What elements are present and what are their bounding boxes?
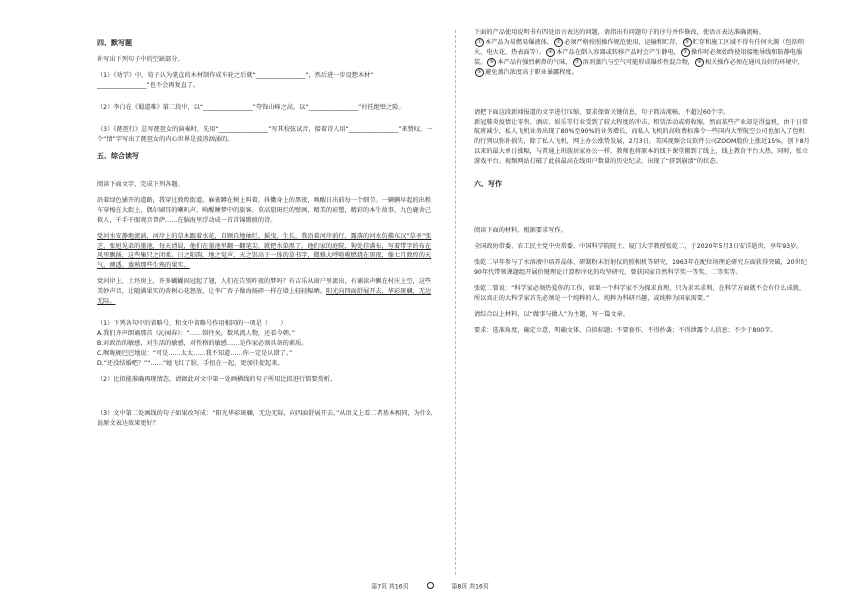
subquestion-1: （1）下列各句中的省略号，和文中省略号作用相同的一项是（ ） [97, 320, 287, 328]
question-1-part-c: ”也不会再复直了。 [146, 82, 200, 90]
writing-prompt: 请综合以上材料，以“做事与做人”为主题，写一篇文章。 [474, 310, 629, 318]
underlined-sentence-1: 党河水安静地流淌，河岸上的草木跟着水花，自顾自地抽烂、摇曳、生长，我沿着河岸前行，露落的河水仿佛东汉“草圣”张芝、张旭见弟的墨池，每天清晨，他们在墨池里翻一翻笔尖，就把水染黑了。他们家的庭院，狗处挂满布，写着带字的布在风里飘扬，这些集只之闭柔。日之阳韵、地之觉声、天之崇高于一体的草书字，微雅大呼啦啦燃烧在黑夜，像七月敦煌的天气，澳透、蒸熟那些生熟的果实。 [97, 232, 432, 270]
passage-paragraph-2 [97, 232, 435, 272]
underlined-sentence-2: 阳光向四面舒展开去，华彩斑斓，无边无际。 [97, 288, 432, 306]
question-2-part-c: ”衬托绝壁之险。 [358, 103, 405, 111]
item-number-badge: ⑨ [475, 68, 484, 77]
item-text: 避免蒸汽浓度高于职业暴露程度。 [485, 68, 578, 76]
left-page-number: 第7页 共16页 [371, 583, 409, 591]
manual-item [474, 39, 553, 46]
passage-paragraph-3-text: 党河岸上，土坯房上，许多蝴蝴固冠起了翅，人们在告别昨夜的梦吗？有吉乐从窗户里流出，有诵读声飘在村庄上空，这些美妙声音，让随满果实的杏树心花怒放，让李广杏子像海扬碎一样在墙上轻轻幅晒。 [97, 278, 432, 296]
answer-blank[interactable]: ________________ [97, 82, 147, 90]
question-1 [97, 71, 435, 91]
item-number-badge: ⑧ [695, 58, 704, 67]
item-text: 相关操作必须在通风良好的环境中， [705, 58, 804, 66]
right-page-number: 第8页 共16页 [451, 583, 489, 591]
writing-intro: 阅读下面的材料，根据要求写作。 [474, 227, 567, 235]
reading-intro: 阅读下面文字，完成下列各题。 [97, 180, 184, 188]
question-3-part-c: ”来赞叹，一个“情”字写出了琵琶女的内心世界是波涛汹涌的。 [97, 125, 433, 143]
item-number-badge: ④ [546, 48, 555, 57]
section-5-title: 五、综合读写 [97, 151, 139, 160]
writing-material-1: 全国政协常委、农工民主党中央常委、中国科学院院士、厦门大学教授张乾二，于2020年5月3日安详逝世，享年93岁。 [474, 243, 803, 251]
passage-paragraph-1: 沿着绿色铺开的道路，我穿过敦煌街道。麻雀蹲在树上叫着，抖擞身上的黑夜，唤醒日出前每一个细节。一辆辆早起的出租车穿梭在大街上，偶尔刷耳的喇叭声，唤醒睡梦中的旅客。莫高窟斑烂的壁画，精美的彩塑，精彩的本生故事，九色鹿舍己救人，千手千眼观音普萨……在脑海里浮动成一首首锦缎般的诗。 [97, 196, 432, 224]
question-1-part-b: ”，然后进一步设想木材“ [305, 72, 374, 80]
item-text: 溶剂蒸汽与空气可能形成爆炸性混合物， [582, 58, 694, 66]
writing-requirements: 要求：选准角度，确定立意，明确文体，自拟标题；不要套作，不得抄袭；不得泄露个人信息；不少于800字。 [474, 326, 777, 334]
answer-blank[interactable]: ________________ [203, 103, 253, 111]
writing-material-3: 张乾二曾说：“科学家必须热爱你的工作，如果一个科学家不为探求真理，只为求名求利，在科学方面就不会有什么成就，所以真正的大科学家首先必须是一个纯粹的人，纯粹为科研兴趣，或纯粹为国家需要。” [474, 285, 806, 302]
question-2-part-b: ”夸饰山峰之高，以“ [252, 103, 309, 111]
answer-blank[interactable]: ________________ [255, 72, 306, 80]
manual-item [694, 59, 804, 66]
item-number-badge: ⑤ [681, 48, 690, 57]
manual-item [572, 59, 694, 66]
news-question: 请把下面这段新闻报道的文字进行压缩，要求保留关键信息，句子简洁流畅，不超过60个字。 [474, 108, 730, 116]
manual-item [545, 49, 680, 56]
section-6-title: 六、写作 [474, 180, 502, 189]
news-passage: 新冠肺炎疫情让零售、酒店、娱乐等行业受到了较大程度的冲击，租赁活动或将收缩，然而某些产业却是得益机，由于日常航班减少，私人飞机业务出现了80%至90%的业务增长，而私人飞机的高收费标准令一些国内大型航空公司也加入了包机的行列以弥补损失，除了私人飞机，网上办公涨势发展，2月3日，美国视频会议软件公司ZOOM股价上涨近15%，创下8月以来的最大单日涨幅，与普通上班族居家办公一样，教师也将原本的线下课堂搬到了线上，线上教育平台大热，同时，张立游戏平台、视频网站打破了此前最高在线用户数量的历史纪录，出现了“挤到崩溃”的状态。 [474, 118, 810, 166]
subquestion-2: （2）比拟能准确再现情态，请据此对文中第一处画横线的句子所用比拟进行简要赏析。 [97, 375, 337, 383]
question-3-part-b: ”写其校弦试音，接着诗人用“ [268, 125, 349, 133]
option-c[interactable]: C.喉咙硬巴巴地说：“可是……太太……我不知道……你一定是认错了。” [97, 349, 293, 357]
subquestion-3: （3）文中第二处画线的句子如果改写成：“阳光华彩斑斓，无边无际，向四面舒展开去。”从语义上看二者基本相同，为什么说原文表达效果更好？ [97, 409, 433, 427]
manual-item [486, 59, 571, 66]
answer-blank[interactable]: ________________ [348, 125, 399, 133]
item-text: 本产品有强烈刺鼻的气味， [497, 58, 572, 66]
answer-blank[interactable]: ________________ [218, 125, 269, 133]
item-text: 必须严格按照操作规范使用、运输和贮存， [564, 38, 682, 46]
item-text: 本产品为易燃易爆液体， [485, 38, 554, 46]
writing-material-2: 张乾二早年参与了水溶液中培养晶体、研制粉末衍射仪的照相机等研究，1963年在配位场理论研究方面获得突破，20世纪90年代带领课题组开展价键理论计算程序化的攻坚研究，曾获国家自然科学奖一等奖、二等奖等。 [474, 259, 807, 277]
right-column [474, 28, 810, 342]
option-b[interactable]: B.对政治的敏感，对生活的敏感，对性格的敏感……是作家必须具备的素质。 [97, 339, 308, 347]
question-2 [97, 103, 435, 113]
left-column [97, 38, 435, 428]
manual-item [474, 69, 578, 76]
option-d[interactable]: D.“还没结婚吧？”“……”她飞红了脸，手扭在一起，更加佳促起来。 [97, 359, 284, 367]
passage-paragraph-3 [97, 277, 435, 307]
item-text: 操作时必须始终使用接地导线和防静电服装。 [474, 48, 803, 66]
center-circle-icon [427, 582, 434, 589]
item-number-badge: ① [475, 38, 484, 47]
manual-item [553, 39, 682, 46]
section-4-intro: 补写出下列句子中的空缺部分。 [97, 56, 184, 64]
item-number-badge: ⑥ [487, 58, 496, 67]
item-text: 本产品在倒入容器或转移产品时会产生静电， [556, 48, 680, 56]
page-footer [0, 582, 860, 592]
question-3-part-a: （3）《琵琶行》总写琵琶女的演奏时，先用“ [97, 125, 219, 133]
question-2-part-a: （2）李白在《蜀道难》第二段中，以“ [97, 103, 204, 111]
question-1-part-a: （1）《劝学》中，荀子认为笔直的木材制作成车轮之后就“ [97, 72, 256, 80]
answer-blank[interactable]: ________________ [308, 103, 359, 111]
item-number-badge: ③ [683, 38, 692, 47]
instruction-intro: 下面的产品使用说明书有四处语言表达的问题，请指出有问题句子的序号并作修改，使语言表达准确流畅。 [474, 29, 765, 36]
item-number-badge: ② [554, 38, 563, 47]
column-divider [455, 30, 456, 575]
product-manual-items [474, 38, 810, 78]
question-3 [97, 125, 435, 145]
section-4-title: 四、默写题 [97, 39, 132, 47]
item-text: 贮存和施工区域不得有任何火源（包括明火、电火花、热表面等）。 [474, 38, 804, 56]
item-number-badge: ⑦ [573, 58, 582, 67]
option-a[interactable]: A.我们齐声朗诵那首《沁园春》：“……惧往矣，数风流人物，还看今朝。” [97, 329, 296, 337]
